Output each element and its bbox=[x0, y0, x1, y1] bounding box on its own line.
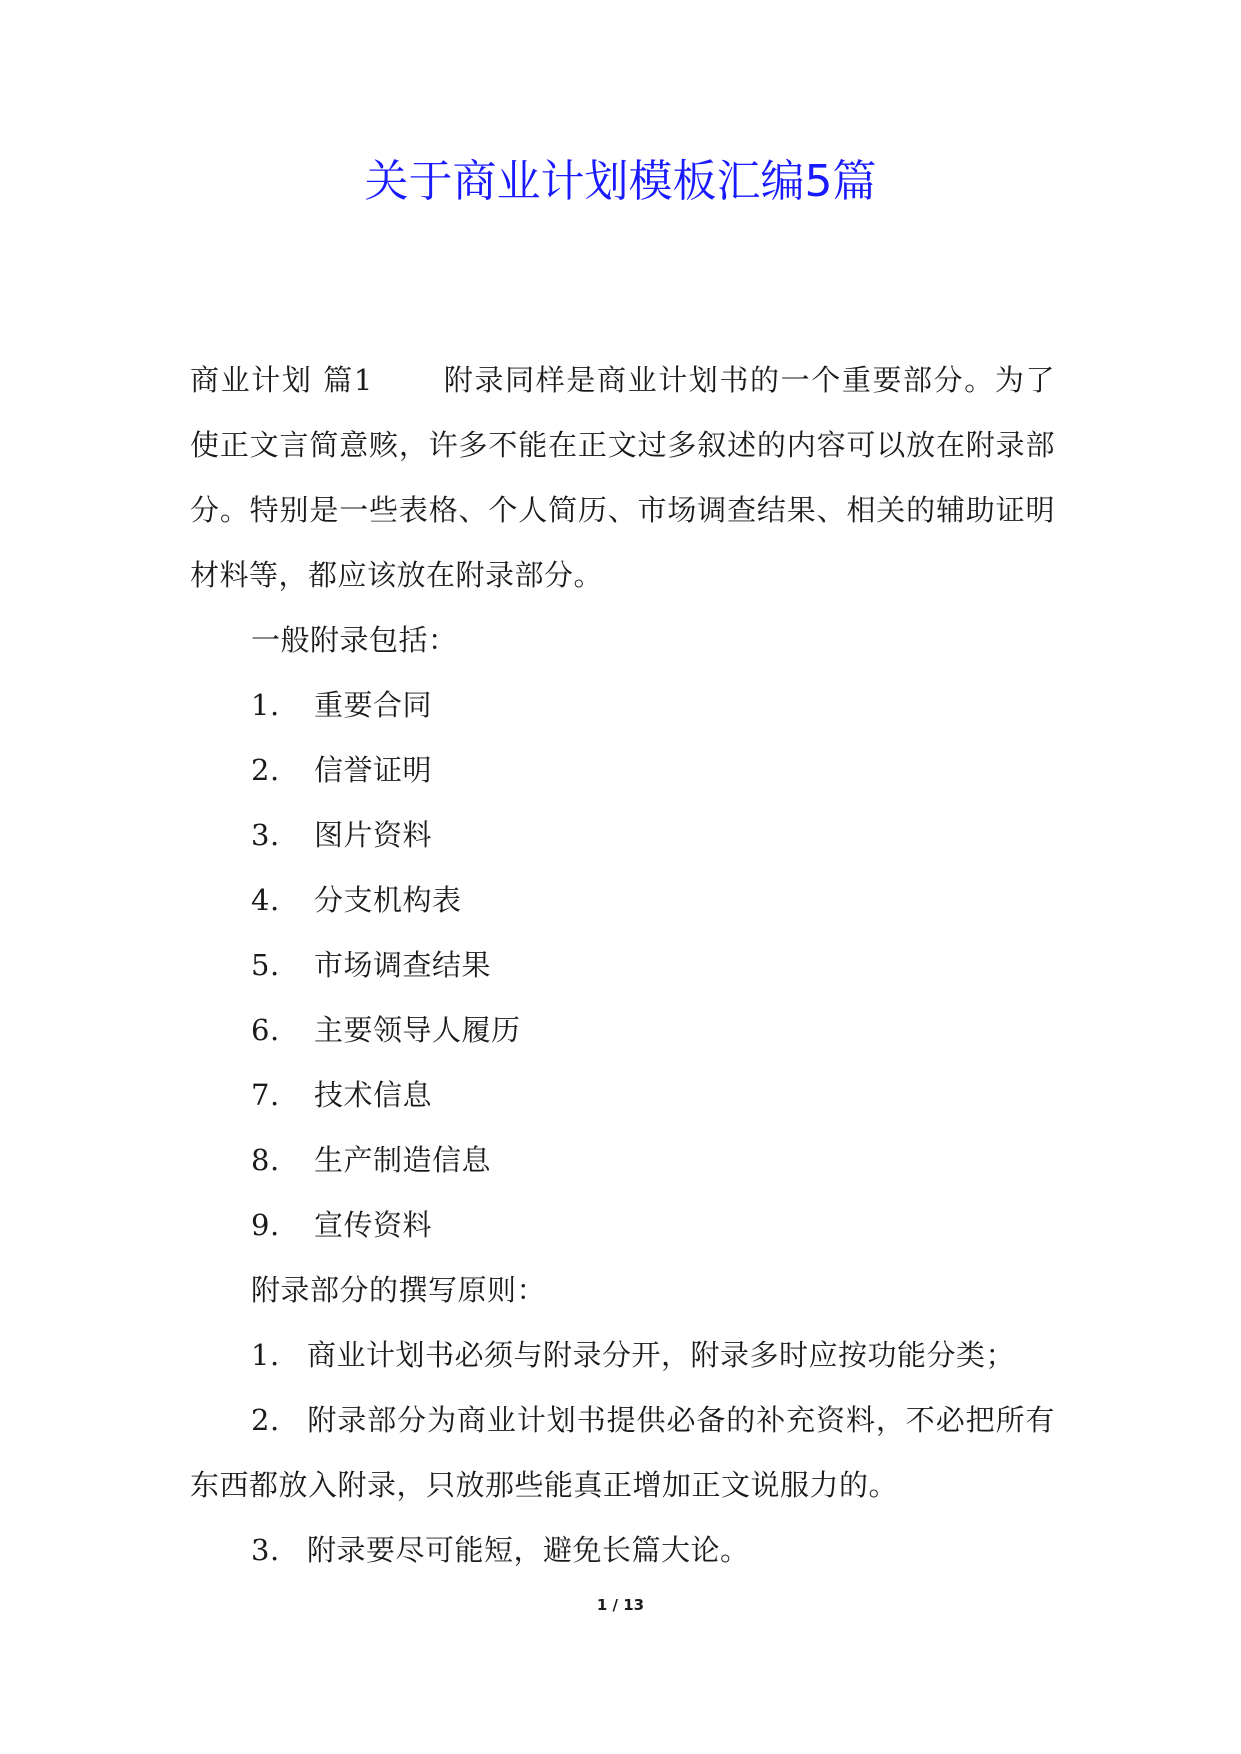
list-item bbox=[190, 803, 1055, 868]
principle-number: 2. bbox=[251, 1403, 280, 1437]
list-item-text: 重要合同 bbox=[314, 688, 433, 722]
list-item bbox=[190, 933, 1055, 998]
list-item-number: 2. bbox=[251, 753, 280, 787]
principles-intro: 附录部分的撰写原则： bbox=[251, 1273, 547, 1307]
list-item-text: 图片资料 bbox=[314, 818, 433, 852]
list-item-text: 分支机构表 bbox=[314, 883, 462, 917]
list-item-number: 1. bbox=[251, 688, 280, 722]
list-item bbox=[190, 673, 1055, 738]
intro-heading: 商业计划 篇1 bbox=[190, 363, 373, 397]
principle-text: 附录要尽可能短，避免长篇大论。 bbox=[307, 1533, 750, 1567]
list-item-number: 3. bbox=[251, 818, 280, 852]
principle-item bbox=[190, 1388, 1055, 1518]
list-item-number: 5. bbox=[251, 948, 280, 982]
list-item bbox=[190, 1063, 1055, 1128]
list-item bbox=[190, 1193, 1055, 1258]
principles-list bbox=[190, 1323, 1055, 1583]
list-item-text: 生产制造信息 bbox=[314, 1143, 492, 1177]
appendix-intro: 一般附录包括： bbox=[251, 623, 458, 657]
list-item bbox=[190, 868, 1055, 933]
principle-number: 3. bbox=[251, 1533, 280, 1567]
list-item-text: 宣传资料 bbox=[314, 1208, 433, 1242]
appendix-list bbox=[190, 673, 1055, 1258]
principle-text: 附录部分为商业计划书提供必备的补充资料，不必把所有东西都放入附录，只放那些能真正增加正文说服力的。 bbox=[190, 1403, 1055, 1502]
list-item-number: 9. bbox=[251, 1208, 280, 1242]
page-number: 1 / 13 bbox=[596, 1596, 645, 1614]
document-body bbox=[190, 348, 1055, 1583]
list-item-text: 主要领导人履历 bbox=[314, 1013, 521, 1047]
list-item-text: 信誉证明 bbox=[314, 753, 433, 787]
list-item-number: 4. bbox=[251, 883, 280, 917]
principle-number: 1. bbox=[251, 1338, 280, 1372]
principle-text: 商业计划书必须与附录分开，附录多时应按功能分类； bbox=[307, 1338, 1016, 1372]
intro-paragraph bbox=[190, 348, 1055, 608]
list-item-number: 6. bbox=[251, 1013, 280, 1047]
list-item-number: 7. bbox=[251, 1078, 280, 1112]
list-item bbox=[190, 738, 1055, 803]
list-item-text: 技术信息 bbox=[314, 1078, 433, 1112]
document-title: 关于商业计划模板汇编5篇 bbox=[364, 156, 877, 207]
list-item-number: 8. bbox=[251, 1143, 280, 1177]
intro-text: 附录同样是商业计划书的一个重要部分。为了使正文言简意赅，许多不能在正文过多叙述的内容可以放在附录部分。特别是一些表格、个人简历、市场调查结果、相关的辅助证明材料等，都应该放在附录部分。 bbox=[190, 363, 1055, 592]
principle-item bbox=[190, 1323, 1055, 1388]
list-item-text: 市场调查结果 bbox=[314, 948, 492, 982]
list-item bbox=[190, 998, 1055, 1063]
list-item bbox=[190, 1128, 1055, 1193]
principle-item bbox=[190, 1518, 1055, 1583]
